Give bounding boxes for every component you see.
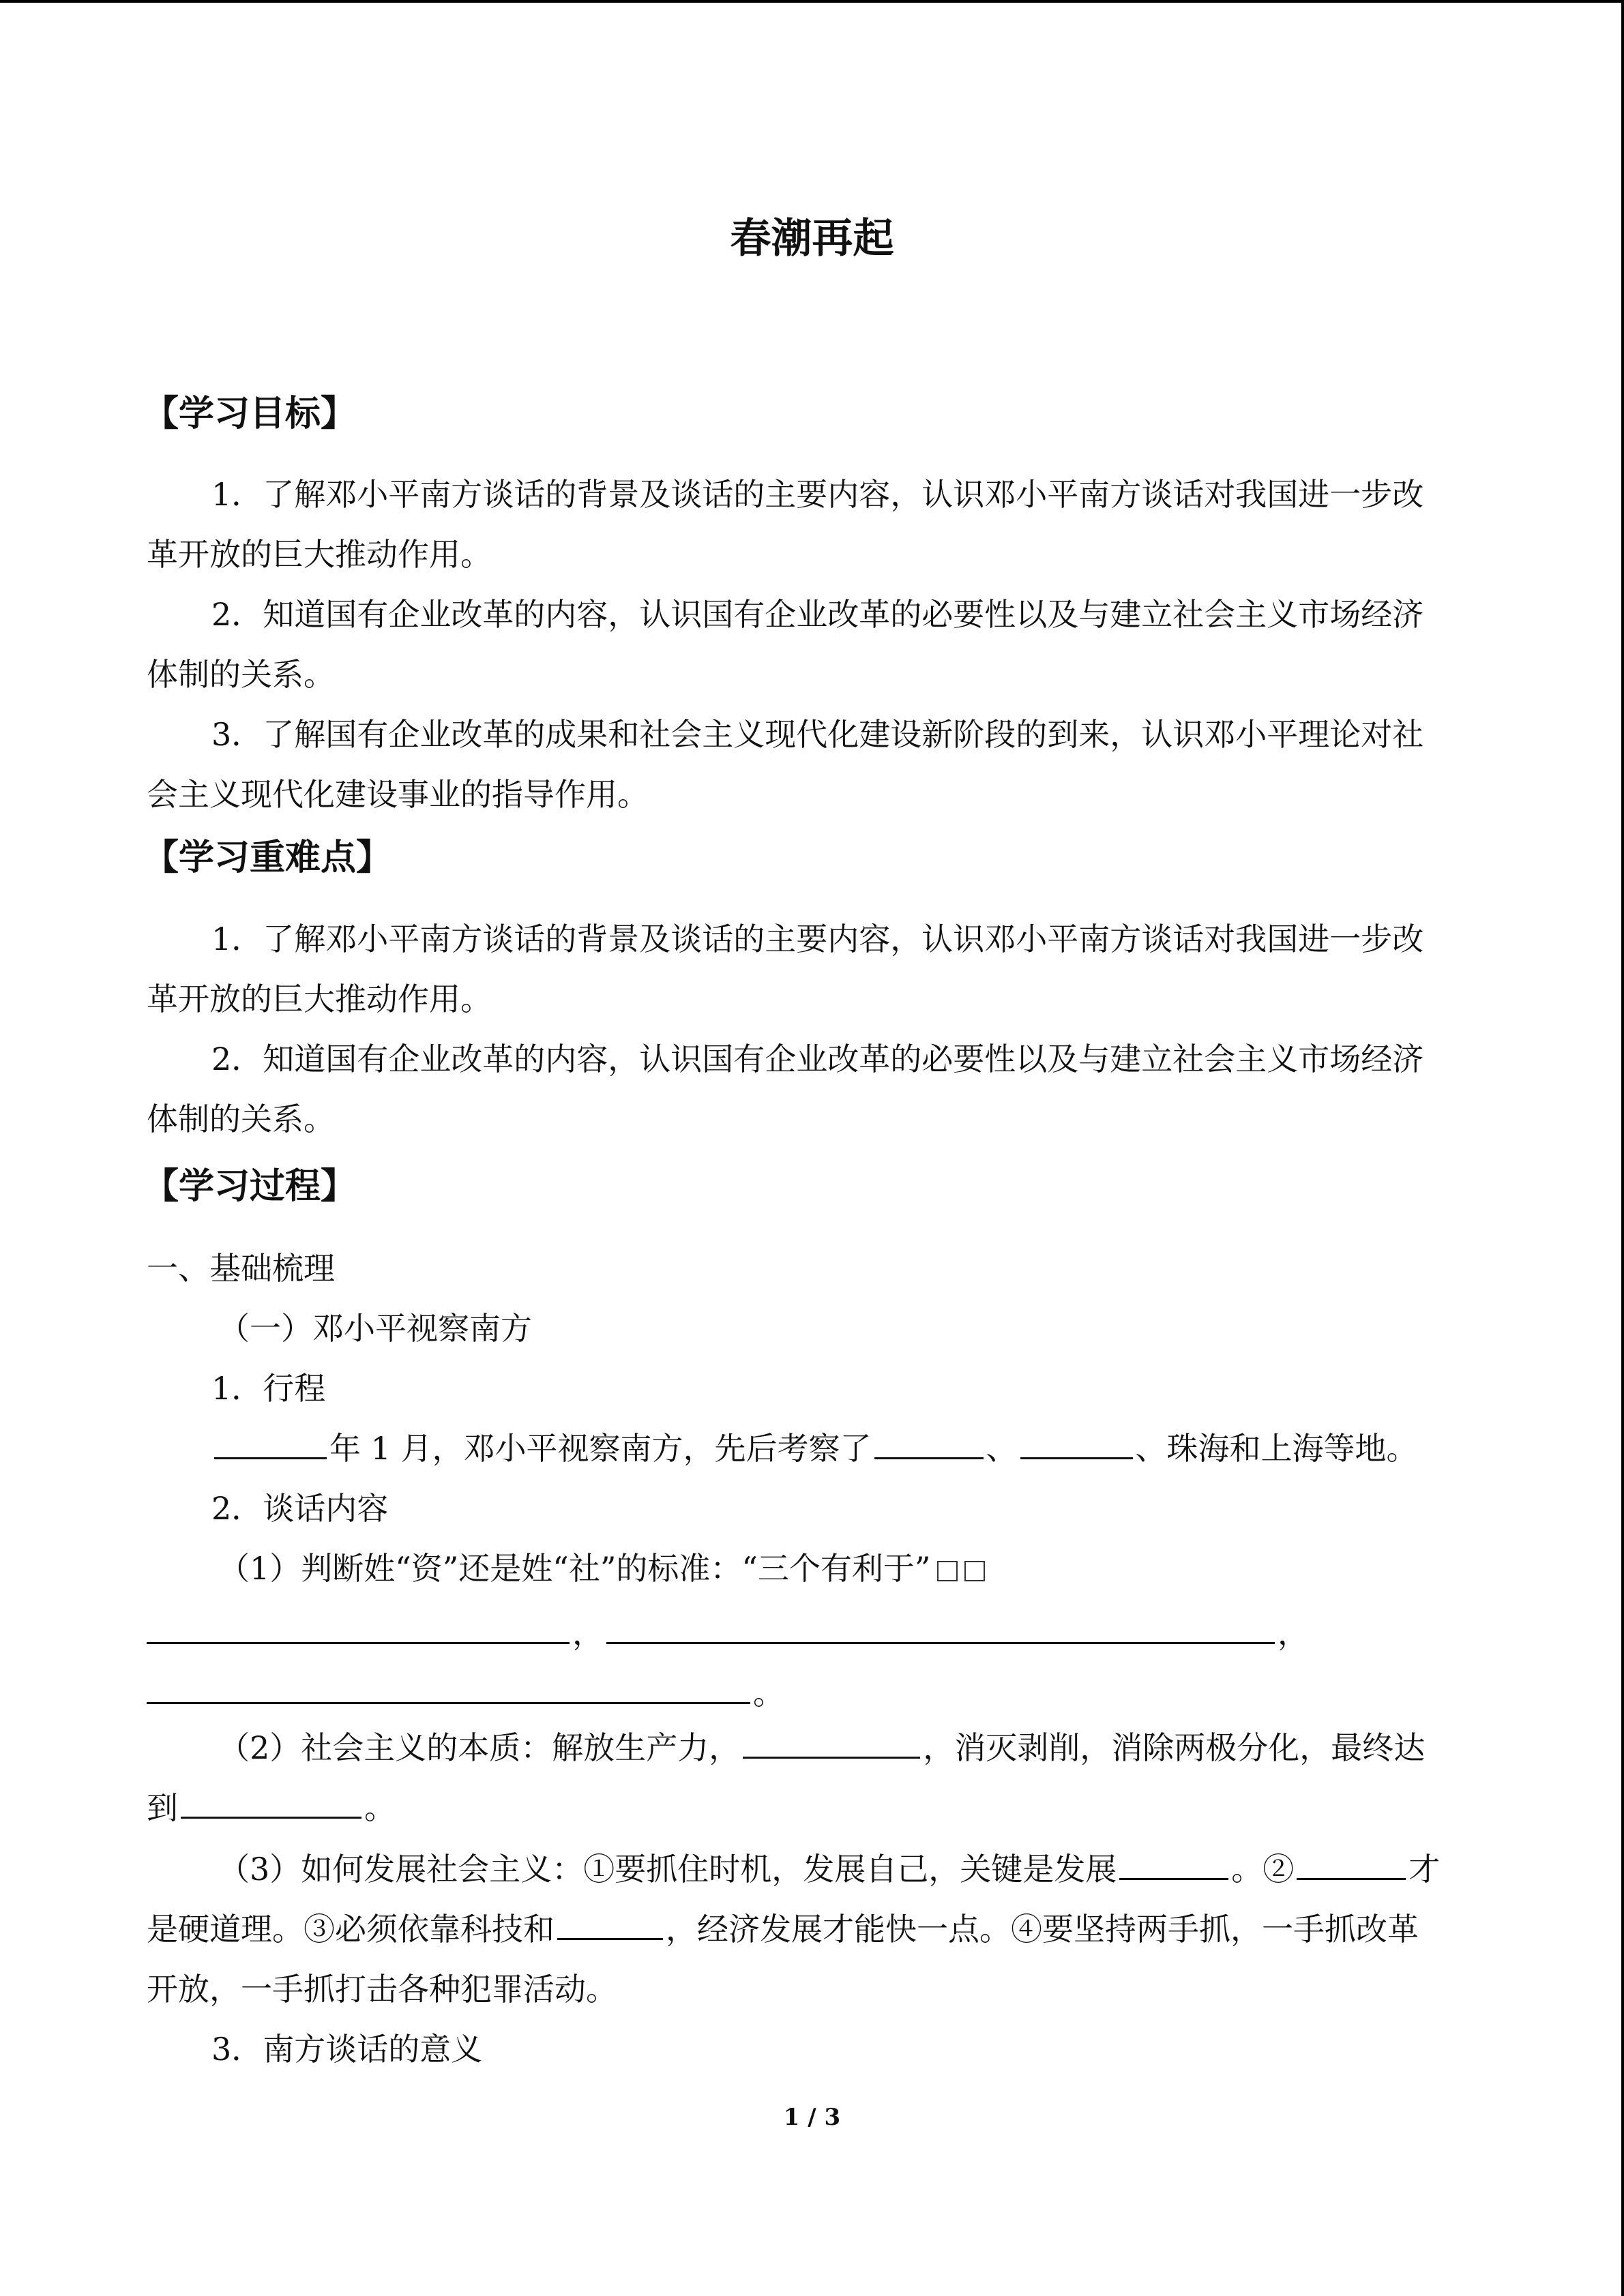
- section-basic-review: 一、基础梳理: [147, 1250, 335, 1287]
- blank-standard-3[interactable]: [147, 1701, 750, 1704]
- blank-hard-truth[interactable]: [1297, 1877, 1406, 1880]
- question-1-text: （1）判断姓“资”还是姓“社”的标准：“三个有利于”: [218, 1550, 931, 1587]
- question-1-line-3: [147, 1669, 784, 1717]
- question-3-line-3: 开放，一手抓打击各种犯罪活动。: [147, 1971, 617, 2008]
- page-title: 春潮再起: [730, 215, 894, 263]
- question-3-text-a: （3）如何发展社会主义：①要抓住时机，发展自己，关键是发展: [218, 1851, 1117, 1888]
- blank-socialism-essence[interactable]: [743, 1756, 920, 1759]
- question-2-text-a: （2）社会主义的本质：解放生产力，: [218, 1729, 741, 1766]
- page-number: 1 / 3: [783, 2104, 841, 2131]
- itinerary-fill-line: [211, 1425, 1418, 1472]
- question-3-line-2: [147, 1905, 1419, 1953]
- goal-2-line-1: 2．知道国有企业改革的内容，认识国有企业改革的必要性以及与建立社会主义市场经济: [211, 596, 1424, 633]
- blank-develop-what[interactable]: [1119, 1877, 1228, 1880]
- question-2-text-c: 到: [147, 1789, 178, 1826]
- question-2-end: 。: [364, 1789, 396, 1826]
- question-2-text-b: ，消灭剥削，消除两极分化，最终达: [923, 1729, 1426, 1766]
- question-1-comma-2: ，: [1278, 1615, 1309, 1652]
- goal-3-line-2: 会主义现代化建设事业的指导作用。: [147, 776, 649, 813]
- question-3-line-1: [218, 1845, 1440, 1893]
- process-heading: 【学习过程】: [143, 1166, 357, 1207]
- blank-year[interactable]: [214, 1457, 327, 1459]
- itinerary-sep-1: 、: [986, 1430, 1018, 1467]
- item-talk-content: 2．谈话内容: [211, 1490, 389, 1527]
- checkbox-icon: [937, 1561, 958, 1581]
- question-2-line-1: [218, 1724, 1425, 1772]
- item-itinerary: 1．行程: [211, 1370, 326, 1407]
- blank-standard-2[interactable]: [606, 1641, 1275, 1644]
- goal-2-line-2: 体制的关系。: [147, 656, 335, 693]
- page-border-top: [0, 0, 1624, 3]
- itinerary-text-a: 年 1 月，邓小平视察南方，先后考察了: [329, 1430, 872, 1467]
- question-2-line-2: [147, 1784, 396, 1832]
- key-point-1-line-1: 1．了解邓小平南方谈话的背景及谈话的主要内容，认识邓小平南方谈话对我国进一步改: [211, 921, 1424, 957]
- blank-city-1[interactable]: [874, 1457, 984, 1459]
- goal-3-line-1: 3．了解国有企业改革的成果和社会主义现代化建设新阶段的到来，认识邓小平理论对社: [211, 716, 1424, 753]
- goals-heading: 【学习目标】: [143, 393, 357, 434]
- question-3-text-d: 是硬道理。③必须依靠科技和: [147, 1911, 555, 1948]
- blank-city-2[interactable]: [1020, 1457, 1133, 1459]
- subsection-deng-inspection: （一）邓小平视察南方: [218, 1310, 532, 1347]
- key-points-heading: 【学习重难点】: [143, 837, 392, 878]
- page-border-right: [1621, 0, 1624, 2296]
- goal-1-line-2: 革开放的巨大推动作用。: [147, 536, 492, 573]
- question-1-line-1: [218, 1545, 985, 1592]
- question-1-end: 。: [753, 1675, 784, 1712]
- item-talk-significance: 3．南方谈话的意义: [211, 2031, 483, 2068]
- question-1-comma-1: ，: [572, 1615, 604, 1652]
- question-3-text-c: 才: [1408, 1851, 1441, 1888]
- itinerary-sep-2: 、: [1135, 1430, 1167, 1467]
- blank-common-prosperity[interactable]: [181, 1816, 361, 1819]
- question-3-text-e: ，经济发展才能快一点。④要坚持两手抓，一手抓改革: [666, 1911, 1419, 1948]
- key-point-2-line-1: 2．知道国有企业改革的内容，认识国有企业改革的必要性以及与建立社会主义市场经济: [211, 1041, 1424, 1077]
- goal-1-line-1: 1．了解邓小平南方谈话的背景及谈话的主要内容，认识邓小平南方谈话对我国进一步改: [211, 476, 1424, 513]
- blank-rely-on[interactable]: [557, 1937, 663, 1940]
- blank-standard-1[interactable]: [147, 1641, 570, 1644]
- key-point-2-line-2: 体制的关系。: [147, 1101, 335, 1137]
- key-point-1-line-2: 革开放的巨大推动作用。: [147, 981, 492, 1017]
- question-1-line-2: [147, 1609, 1309, 1657]
- itinerary-text-b: 珠海和上海等地。: [1166, 1430, 1418, 1467]
- checkbox-icon: [964, 1561, 985, 1581]
- question-3-text-b: 。②: [1231, 1851, 1295, 1888]
